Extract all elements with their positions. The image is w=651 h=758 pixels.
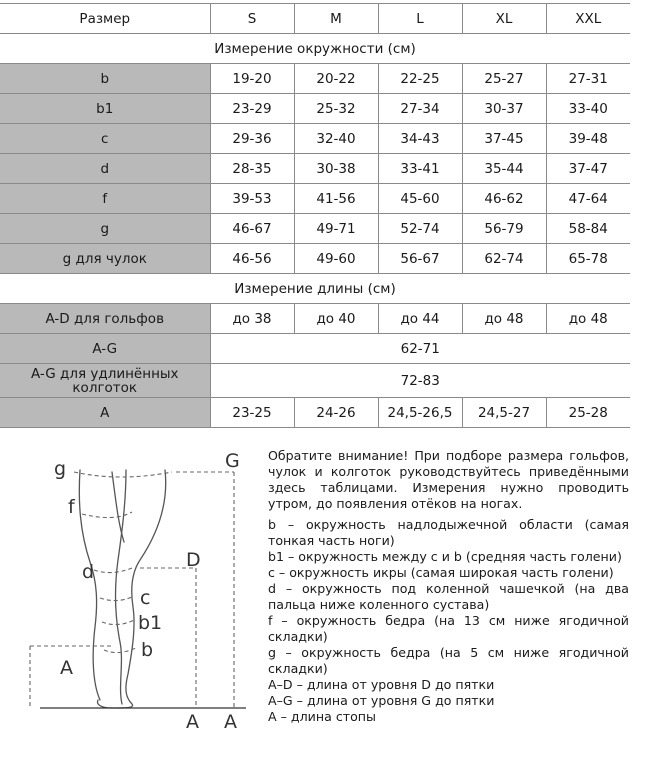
cell-xl: 24,5-27: [462, 398, 546, 428]
cell-xl: до 48: [462, 304, 546, 334]
row-label: A: [0, 398, 210, 428]
cell-m: 49-71: [294, 214, 378, 244]
table-row: [0, 214, 630, 244]
row-label: A-G: [0, 334, 210, 364]
cell-m: 41-56: [294, 184, 378, 214]
table-row-ag: [0, 334, 630, 364]
section-title-circumference: Измерение окружности (см): [0, 34, 630, 64]
cell-s: 46-67: [210, 214, 294, 244]
header-m: M: [294, 4, 378, 34]
label-f: f: [68, 496, 75, 518]
definition-item: g – окружность бедра (на 5 см ниже ягодичной складки): [268, 645, 629, 676]
cell-l: 52-74: [378, 214, 462, 244]
cell-xl: 46-62: [462, 184, 546, 214]
definition-item: d – окружность под коленной чашечкой (на два пальца ниже коленного сустава): [268, 581, 629, 612]
row-label: A-G для удлинённых колготок: [0, 364, 210, 398]
table-row: [0, 124, 630, 154]
label-G: G: [225, 450, 240, 472]
cell-xxl: 33-40: [546, 94, 630, 124]
cell-m: до 40: [294, 304, 378, 334]
row-label: d: [0, 154, 210, 184]
cell-l: до 44: [378, 304, 462, 334]
cell-s: 23-29: [210, 94, 294, 124]
header-xl: XL: [462, 4, 546, 34]
table-row-a: [0, 398, 630, 428]
definition-item: A – длина стопы: [268, 709, 376, 724]
cell-m: 32-40: [294, 124, 378, 154]
size-notes: [268, 448, 629, 725]
cell-xl: 62-74: [462, 244, 546, 274]
table-row-ag-extended: [0, 364, 630, 398]
row-label: b: [0, 64, 210, 94]
label-b1: b1: [138, 612, 163, 634]
cell-s: 39-53: [210, 184, 294, 214]
header-xxl: XXL: [546, 4, 630, 34]
cell-s: 29-36: [210, 124, 294, 154]
cell-xxl: 37-47: [546, 154, 630, 184]
leg-measurement-diagram: [0, 442, 260, 742]
cell-m: 30-38: [294, 154, 378, 184]
size-table: [0, 3, 630, 428]
table-row: [0, 94, 630, 124]
cell-l: 45-60: [378, 184, 462, 214]
row-label: f: [0, 184, 210, 214]
cell-l: 22-25: [378, 64, 462, 94]
cell-m: 49-60: [294, 244, 378, 274]
cell-s: 46-56: [210, 244, 294, 274]
definition-item: c – окружность икры (самая широкая часть голени): [268, 565, 614, 580]
cell-xl: 37-45: [462, 124, 546, 154]
cell-s: 23-25: [210, 398, 294, 428]
definition-item: A–D – длина от уровня D до пятки: [268, 677, 495, 692]
definition-list: [268, 517, 629, 725]
cell-m: 25-32: [294, 94, 378, 124]
cell-xxl: 27-31: [546, 64, 630, 94]
definition-item: b – окружность надлодыжечной области (самая тонкая часть ноги): [268, 517, 629, 548]
section-title-length: Измерение длины (см): [0, 274, 630, 304]
cell-s: до 38: [210, 304, 294, 334]
cell-s: 19-20: [210, 64, 294, 94]
cell-l: 56-67: [378, 244, 462, 274]
row-label: c: [0, 124, 210, 154]
note-main: Обратите внимание! При подборе размера гольфов, чулок и колготок руководствуйтесь приведёнными здесь таблицами. Измерения нужно проводить утром, до появления отёков на ногах.: [268, 448, 629, 511]
row-label: g: [0, 214, 210, 244]
row-label: b1: [0, 94, 210, 124]
label-b: b: [141, 639, 154, 661]
table-row: [0, 154, 630, 184]
section-row-circumference: [0, 34, 630, 64]
cell-xxl: 58-84: [546, 214, 630, 244]
cell-xxl: 25-28: [546, 398, 630, 428]
circumference-rows: [0, 64, 630, 274]
cell-m: 20-22: [294, 64, 378, 94]
table-row-ad: [0, 304, 630, 334]
cell-xl: 56-79: [462, 214, 546, 244]
cell-xxl: до 48: [546, 304, 630, 334]
cell-xl: 30-37: [462, 94, 546, 124]
section-row-length: [0, 274, 630, 304]
table-row: [0, 244, 630, 274]
label-D: D: [186, 549, 201, 571]
label-A-bottom-2: A: [224, 711, 237, 733]
cell-all-sizes: 72-83: [210, 364, 630, 398]
cell-m: 24-26: [294, 398, 378, 428]
cell-s: 28-35: [210, 154, 294, 184]
cell-xxl: 47-64: [546, 184, 630, 214]
header-l: L: [378, 4, 462, 34]
label-A-bottom-1: A: [186, 711, 199, 733]
header-s: S: [210, 4, 294, 34]
label-d: d: [82, 561, 95, 583]
leg-outline: [79, 470, 165, 708]
header-row: [0, 4, 630, 34]
definition-item: f – окружность бедра (на 13 см ниже ягодичной складки): [268, 613, 629, 644]
definition-item: b1 – окружность между c и b (средняя часть голени): [268, 549, 622, 564]
cell-xxl: 39-48: [546, 124, 630, 154]
cell-l: 34-43: [378, 124, 462, 154]
cell-l: 24,5-26,5: [378, 398, 462, 428]
cell-xxl: 65-78: [546, 244, 630, 274]
cell-xl: 25-27: [462, 64, 546, 94]
label-g: g: [54, 458, 67, 480]
table-row: [0, 64, 630, 94]
cell-all-sizes: 62-71: [210, 334, 630, 364]
header-size-label: Размер: [0, 4, 210, 34]
label-A-left: A: [60, 657, 73, 679]
row-label: A-D для гольфов: [0, 304, 210, 334]
cell-l: 27-34: [378, 94, 462, 124]
label-c: c: [140, 587, 151, 609]
row-label: g для чулок: [0, 244, 210, 274]
table-row: [0, 184, 630, 214]
definition-item: A–G – длина от уровня G до пятки: [268, 693, 495, 708]
cell-l: 33-41: [378, 154, 462, 184]
cell-xl: 35-44: [462, 154, 546, 184]
